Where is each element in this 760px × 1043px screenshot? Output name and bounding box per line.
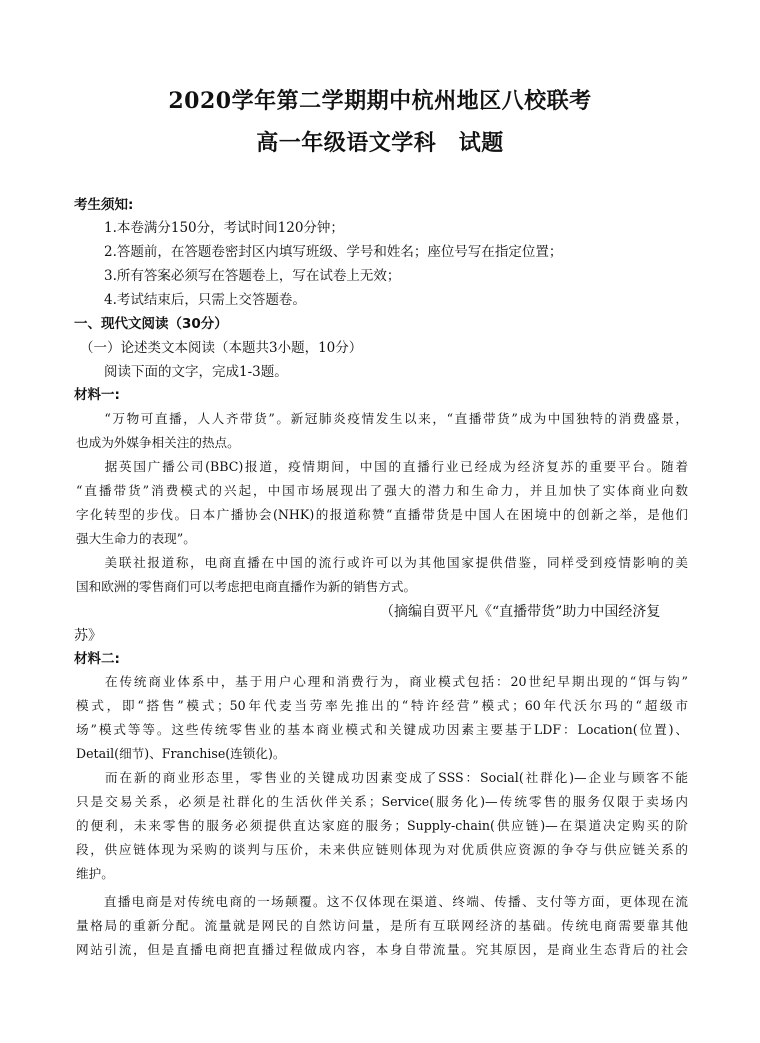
reading-instruction: 阅读下面的文字，完成1-3题。	[104, 364, 288, 380]
exam-subtitle: 高一年级语文学科 试题	[256, 130, 504, 156]
paragraph-line: 字化转型的步伐。日本广播协会(NHK)的报道称赞“直播带货是中国人在困境中的创新之举，是他们	[76, 507, 688, 522]
notice-item: 2.答题前，在答题卷密封区内填写班级、学号和姓名；座位号写在指定位置；	[104, 244, 563, 260]
exam-title: 2020学年第二学期期中杭州地区八校联考	[168, 88, 592, 114]
paragraph-line: 场”模式等等。这些传统零售业的基本商业模式和关键成功因素主要基于LDF：Location(位置)、	[76, 722, 688, 737]
paragraph-line: 据英国广播公司(BBC)报道，疫情期间，中国的直播行业已经成为经济复苏的重要平台。随着	[76, 459, 688, 474]
paragraph-line: 在传统商业体系中，基于用户心理和消费行为，商业模式包括：20世纪早期出现的“饵与钩”	[76, 674, 688, 689]
material-heading: 材料一:	[74, 387, 120, 403]
paragraph-line: 强大生命力的表现”。	[76, 531, 196, 546]
notice-item: 3.所有答案必须写在答题卷上，写在试卷上无效；	[104, 268, 401, 284]
paragraph-line: “直播带货”消费模式的兴起，中国市场展现出了强大的潜力和生命力，并且加快了实体商业向数	[76, 483, 688, 498]
paragraph-line: 也成为外媒争相关注的热点。	[76, 435, 240, 450]
paragraph-line: 维护。	[76, 866, 114, 881]
paragraph-line: 而在新的商业形态里，零售业的关键成功因素变成了SSS：Social(社群化)—企业与顾客不能	[76, 770, 688, 785]
paragraph-line: 模式，即“搭售”模式；50年代麦当劳率先推出的“特许经营”模式；60年代沃尔玛的“超级市	[76, 698, 688, 713]
notice-heading: 考生须知:	[74, 197, 134, 213]
paragraph-line: 直播电商是对传统电商的一场颠覆。这不仅体现在渠道、终端、传播、支付等方面，更体现在流	[76, 894, 688, 909]
notice-item: 4.考试结束后，只需上交答题卷。	[104, 292, 306, 308]
paragraph-line: 量格局的重新分配。流量就是网民的自然访问量，是所有互联网经济的基础。传统电商需要靠其他	[76, 918, 688, 933]
paragraph-line: 段，供应链体现为采购的谈判与压价，未来供应链则体现为对优质供应资源的争夺与供应链关系的	[76, 842, 688, 857]
paragraph-line: 只是交易关系，必须是社群化的生活伙伴关系；Service(服务化)—传统零售的服务仅限于卖场内	[76, 794, 688, 809]
subsection-heading: （一）论述类文本阅读（本题共3小题，10分）	[80, 340, 363, 356]
notice-item: 1.本卷满分150分，考试时间120分钟；	[104, 220, 344, 236]
paragraph-line: Detail(细节)、Franchise(连锁化)。	[76, 746, 286, 761]
paragraph-line: 网站引流，但是直播电商把直播过程做成内容，本身自带流量。究其原因，是商业生态背后的社会	[76, 942, 688, 957]
paragraph-line: “万物可直播，人人齐带货”。新冠肺炎疫情发生以来，“直播带货”成为中国独特的消费盛景，	[76, 411, 688, 426]
source-citation-cont: 苏》	[74, 628, 102, 644]
paragraph-line: 的便利，未来零售的服务必须提供直达家庭的服务；Supply-chain(供应链)—在渠道决定购买的阶	[76, 818, 688, 833]
paragraph-line: 美联社报道称，电商直播在中国的流行或许可以为其他国家提供借鉴，同样受到疫情影响的美	[76, 555, 688, 570]
material-heading: 材料二:	[74, 651, 120, 667]
source-citation: （摘编自贾平凡《“直播带货”助力中国经济复	[380, 604, 661, 620]
section-heading: 一、现代文阅读（30分）	[74, 316, 228, 332]
paragraph-line: 国和欧洲的零售商们可以考虑把电商直播作为新的销售方式。	[76, 579, 417, 594]
